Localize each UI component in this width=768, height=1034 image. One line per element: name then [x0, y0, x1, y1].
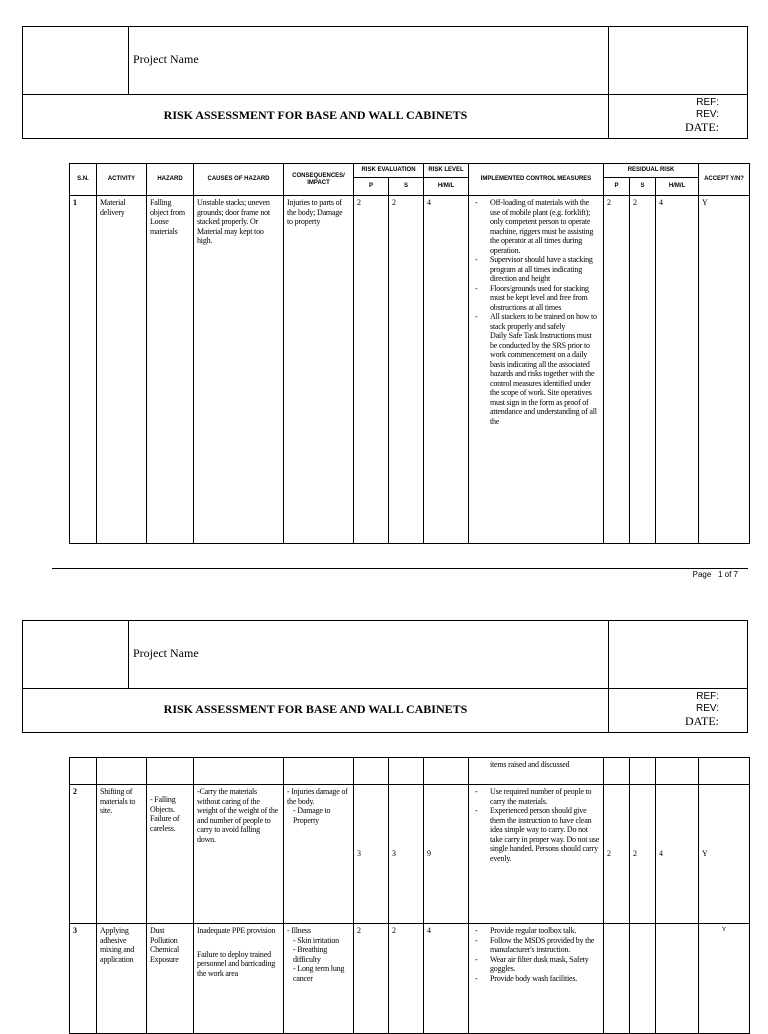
row-controls	[469, 785, 604, 924]
row-sn: 3	[70, 924, 97, 1034]
row-causes: Unstable stacks; uneven grounds; door frame not stacked properly. Or Material may kept too high.	[194, 196, 284, 544]
row-level: 4	[424, 924, 469, 1034]
consequence-item: - Damage to Property	[293, 806, 331, 825]
consequence-item: - Injuries damage of the body.	[287, 787, 348, 806]
col-s: S	[389, 178, 424, 196]
row-hazard: - Falling Objects. Failure of careless.	[147, 785, 194, 924]
row-s: 2	[389, 924, 424, 1034]
col-risk-level: RISK LEVEL	[424, 164, 469, 178]
row-accept: Y	[699, 785, 750, 924]
header-blank-cell	[608, 27, 749, 94]
control-item: - Wear air filter dusk mask, Safety goggles.	[472, 955, 600, 974]
row-causes	[194, 924, 284, 1034]
risk-table-page2	[69, 757, 750, 1034]
row-hazard: Dust Pollution Chemical Exposure	[147, 924, 194, 1034]
row-consequences	[284, 924, 354, 1034]
consequence-item: - Illness	[287, 926, 311, 935]
doc-meta	[685, 97, 719, 133]
control-item: - Provide regular toolbox talk.	[472, 926, 600, 936]
row-activity: Material delivery	[97, 196, 147, 544]
row-residual-level: 4	[656, 785, 699, 924]
row-s: 3	[389, 785, 424, 924]
control-extra: Daily Safe Task Instructions must be conducted by the SRS prior to work commencement on a daily basis indicating all the associated hazards and risks together with the control measures identified under the scope of work. Site operatives must sign in the form as proof of attendance and understanding of all the	[490, 331, 597, 426]
row-consequences: Injuries to parts of the body; Damage to property	[284, 196, 354, 544]
row-consequences	[284, 785, 354, 924]
control-item: - Supervisor should have a stacking program at all times indicating direction and height	[472, 255, 600, 284]
control-item: - Experienced person should give them the instruction to have clean idea simple way to carry. Do not take carry in proper way. Do not use single handed. Persons should carry evenly.	[472, 806, 600, 863]
row-accept: Y	[699, 924, 750, 1034]
col-controls: IMPLEMENTED CONTROL MEASURES	[469, 164, 604, 196]
control-item: - Use required number of people to carry the materials.	[472, 787, 600, 806]
col-risk-evaluation: RISK EVALUATION	[354, 164, 424, 178]
document-title: RISK ASSESSMENT FOR BASE AND WALL CABINETS	[163, 108, 468, 122]
control-item: - Off-loading of materials with the use of mobile plant (e.g. forklift); only competent person to operate machine, riggers must be assisting the operator at all times during operation.	[472, 198, 600, 255]
page-of: 1 of 7	[717, 570, 738, 579]
cause-item: Inadequate PPE provision	[197, 926, 276, 935]
control-item: - Provide body wash facilities.	[472, 974, 600, 984]
col-sn: S.N.	[70, 164, 97, 196]
consequence-item: - Skin irritation	[293, 935, 339, 945]
row-s: 2	[389, 196, 424, 544]
row-residual-p: 2	[604, 196, 630, 544]
table-row	[70, 785, 750, 924]
row-controls	[469, 196, 604, 544]
col-consequences: CONSEQUENCES/ IMPACT	[284, 164, 354, 196]
row-residual-s: 2	[630, 785, 656, 924]
ref-label: REF:	[696, 691, 719, 702]
row-level: 4	[424, 196, 469, 544]
row-controls	[469, 924, 604, 1034]
rev-label: REV:	[696, 109, 719, 120]
rev-label: REV:	[696, 703, 719, 714]
logo-cell	[23, 621, 129, 688]
consequence-item: - Long term lung cancer	[293, 964, 345, 983]
project-name-label: Project Name	[133, 646, 199, 660]
row-residual-p	[604, 924, 630, 1034]
doc-meta	[685, 691, 719, 727]
row-p: 3	[354, 785, 389, 924]
date-label: DATE:	[685, 120, 719, 134]
row-hazard: Falling object from Loose materials	[147, 196, 194, 544]
page-number	[693, 570, 738, 579]
page1-header	[22, 26, 748, 139]
continuation-text: items raised and discussed	[490, 760, 570, 769]
row-activity: Applying adhesive mixing and application	[97, 924, 147, 1034]
footer-divider	[52, 568, 748, 569]
control-item: - All stackers to be trained on how to stack properly and safely	[472, 312, 600, 331]
risk-table-page1	[69, 163, 750, 544]
col-accept: ACCEPT Y/N?	[699, 164, 750, 196]
row-accept: Y	[699, 196, 750, 544]
row-activity: Shifting of materials to site.	[97, 785, 147, 924]
project-name-label: Project Name	[133, 52, 199, 66]
table-row	[70, 196, 750, 544]
col-activity: ACTIVITY	[97, 164, 147, 196]
cause-item: Failure to deploy trained personnel and barricading the work area	[197, 949, 276, 978]
control-item: - Floors/grounds used for stacking must be kept level and free from obstructions at all times	[472, 284, 600, 313]
row-residual-s	[630, 924, 656, 1034]
row-sn: 2	[70, 785, 97, 924]
row-residual-s: 2	[630, 196, 656, 544]
logo-cell	[23, 27, 129, 94]
page-label: Page	[692, 570, 712, 579]
row-residual-level	[656, 924, 699, 1034]
col-hazard: HAZARD	[147, 164, 194, 196]
table-row	[70, 758, 750, 785]
table-row	[70, 924, 750, 1034]
col-causes: CAUSES OF HAZARD	[194, 164, 284, 196]
ref-label: REF:	[696, 97, 719, 108]
row-p: 2	[354, 924, 389, 1034]
consequence-item: - Breathing difficulty	[293, 945, 328, 964]
row-level: 9	[424, 785, 469, 924]
col-residual-s: S	[630, 178, 656, 196]
col-residual-hml: H/M/L	[656, 178, 699, 196]
date-label: DATE:	[685, 714, 719, 728]
row-p: 2	[354, 196, 389, 544]
row-sn: 1	[70, 196, 97, 544]
col-residual-p: P	[604, 178, 630, 196]
page2-header	[22, 620, 748, 733]
col-residual-risk: RESIDUAL RISK	[604, 164, 699, 178]
header-blank-cell	[608, 621, 749, 688]
row-causes: -Carry the materials without caring of the weight of the weight of the and number of people to carry to avoid falling down.	[194, 785, 284, 924]
document-title: RISK ASSESSMENT FOR BASE AND WALL CABINETS	[163, 702, 468, 716]
control-item: - Follow the MSDS provided by the manufacturer's instruction.	[472, 936, 600, 955]
row-residual-p: 2	[604, 785, 630, 924]
col-hml: H/M/L	[424, 178, 469, 196]
col-p: P	[354, 178, 389, 196]
row-residual-level: 4	[656, 196, 699, 544]
